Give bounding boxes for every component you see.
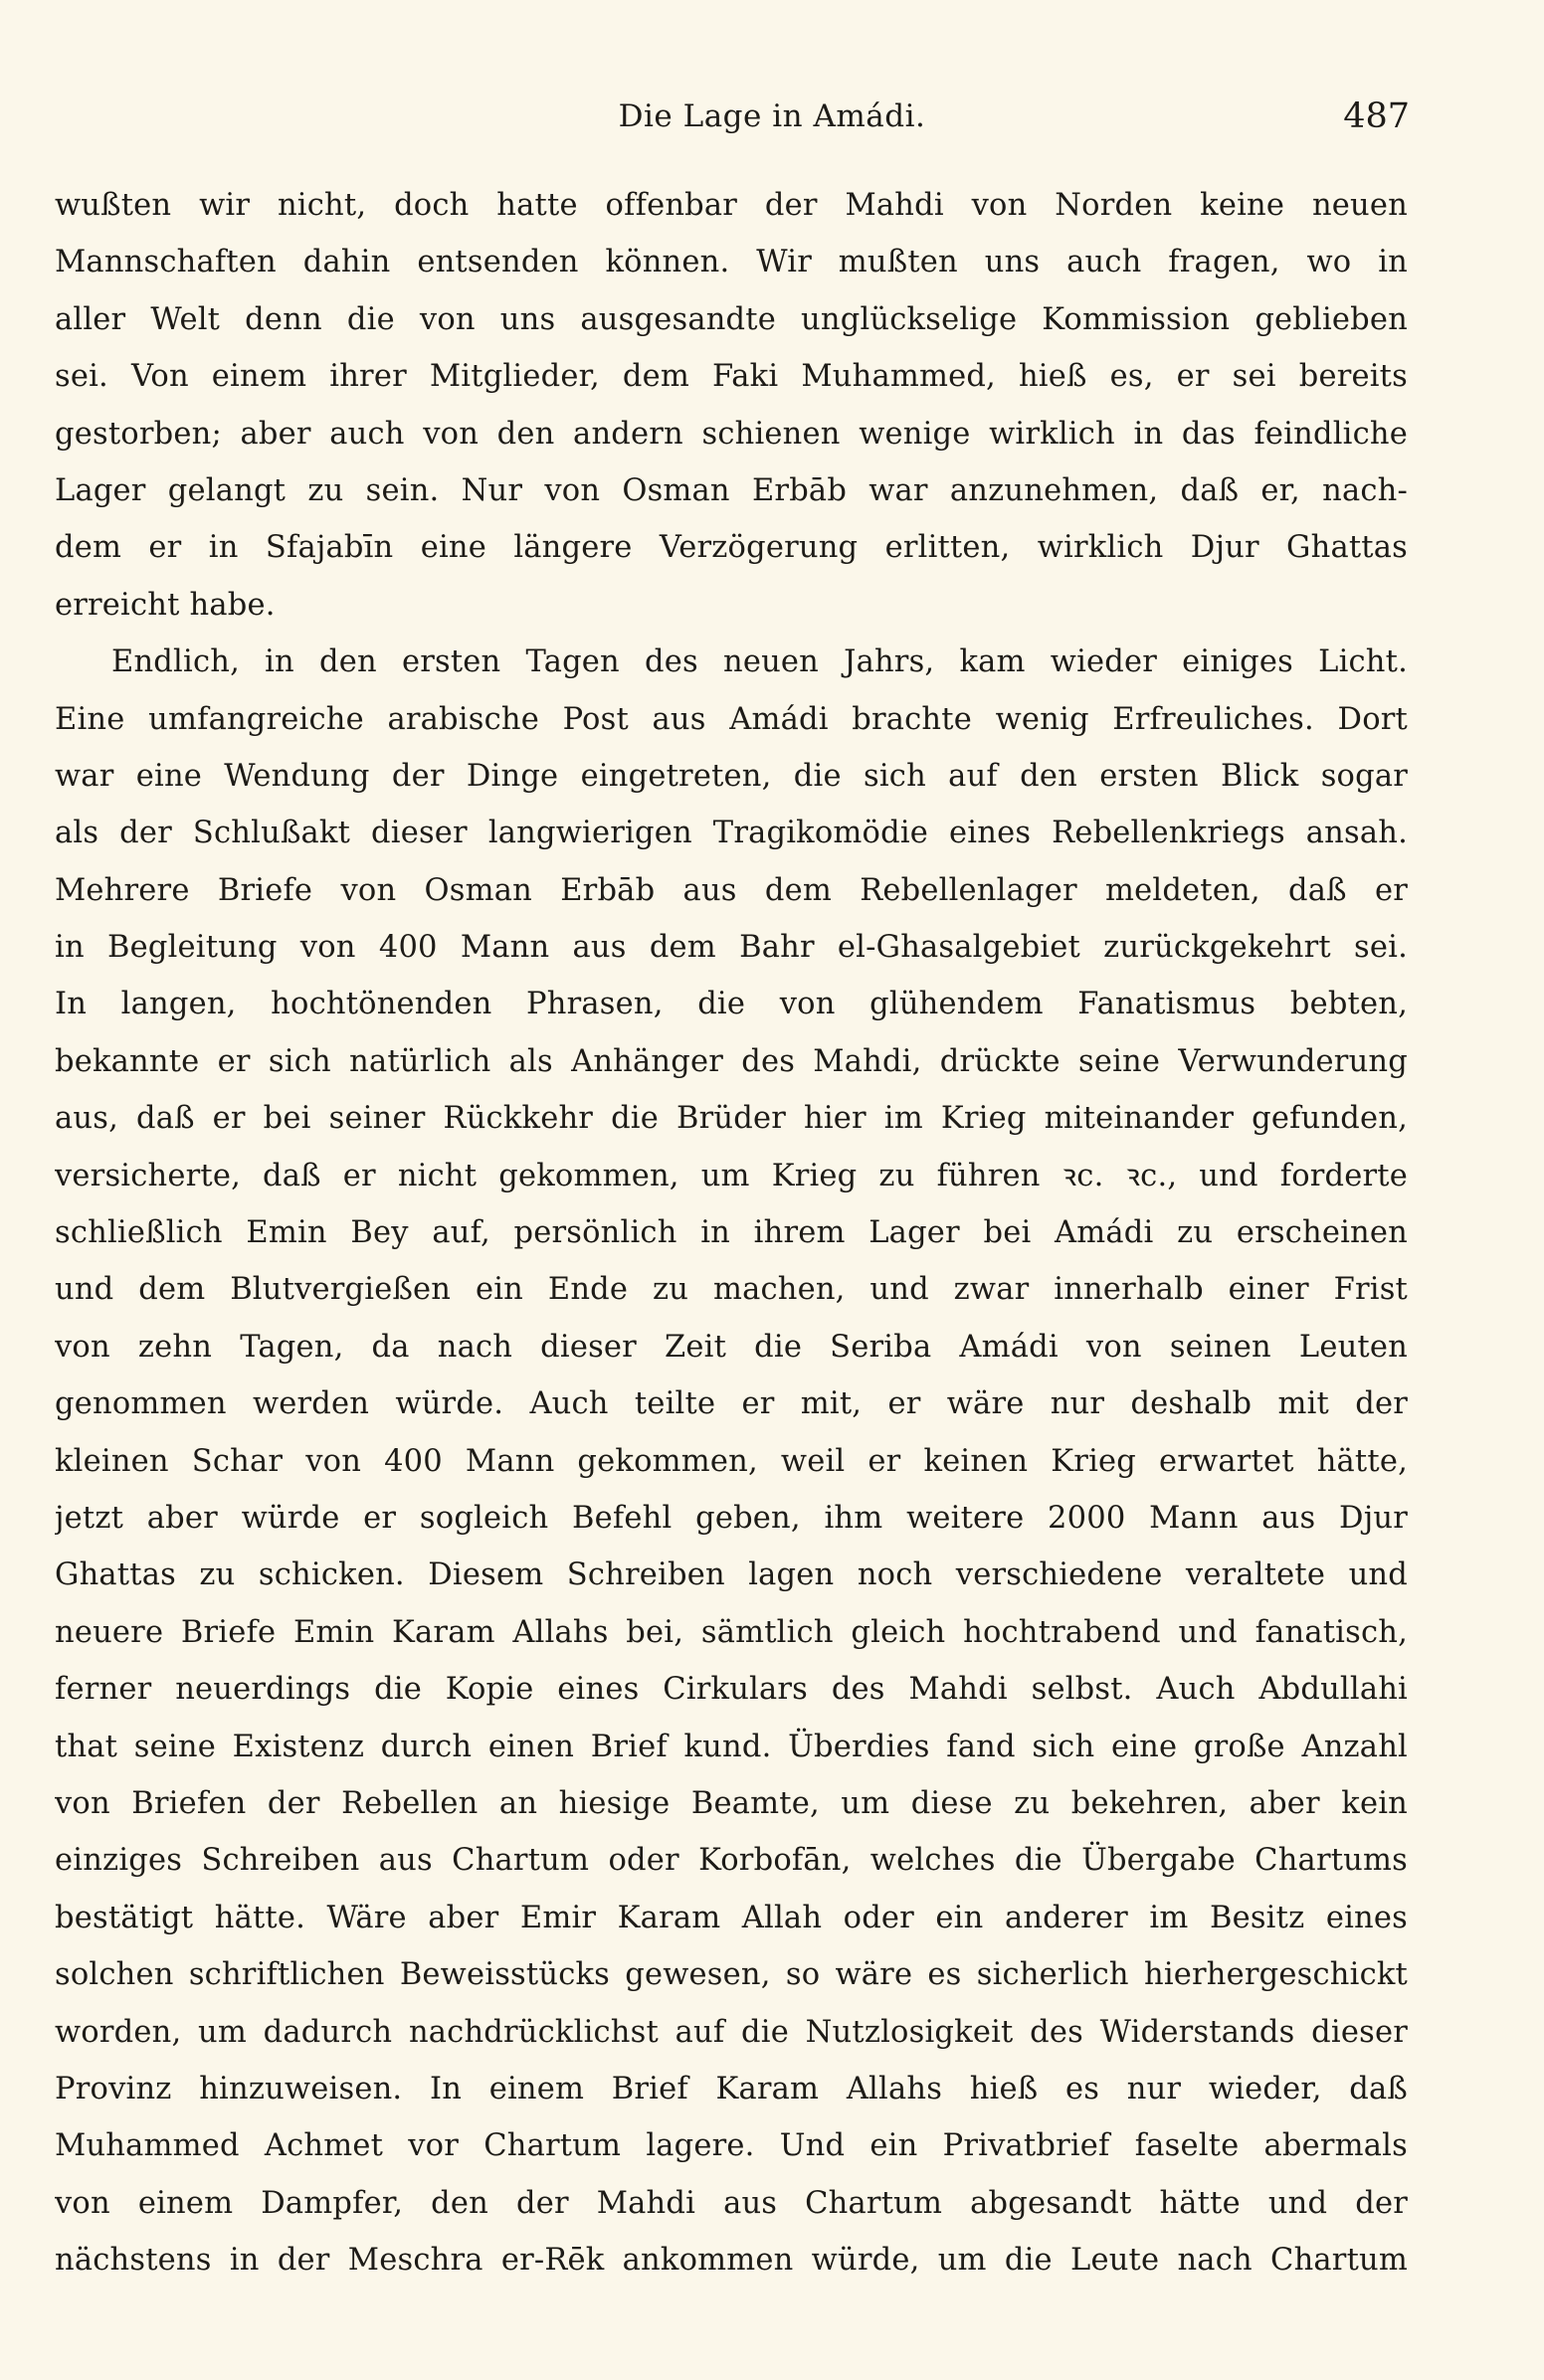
text-line: sei. Von einem ihrer Mitglieder, dem Faki Muhammed, hieß es, er sei bereits [55, 359, 1408, 395]
text-line: aller Welt denn die von uns ausgesandte unglückselige Kommission geblieben [55, 301, 1408, 337]
text-line: Lager gelangt zu sein. Nur von Osman Erbāb war anzunehmen, daß er, nach- [55, 472, 1408, 508]
text-line: von Briefen der Rebellen an hiesige Beamte, um diese zu bekehren, aber kein [55, 1785, 1408, 1821]
text-line: bekannte er sich natürlich als Anhänger des Mahdi, drückte seine Verwunderung [55, 1043, 1408, 1079]
text-line: Mehrere Briefe von Osman Erbāb aus dem Rebellenlager meldeten, daß er [55, 872, 1408, 908]
text-line: von zehn Tagen, da nach dieser Zeit die Seriba Amádi von seinen Leuten [55, 1329, 1408, 1365]
body-text [55, 177, 1408, 2288]
text-line: wußten wir nicht, doch hatte offenbar der Mahdi von Norden keine neuen [55, 188, 1408, 223]
text-line: von einem Dampfer, den der Mahdi aus Chartum abgesandt hätte und der [55, 2185, 1408, 2221]
text-line: dem er in Sfajabīn eine längere Verzögerung erlitten, wirklich Djur Ghattas [55, 530, 1408, 566]
text-line: ferner neuerdings die Kopie eines Cirkulars des Mahdi selbst. Auch Abdullahi [55, 1672, 1408, 1708]
text-line: neuere Briefe Emin Karam Allahs bei, sämtlich gleich hochtrabend und fanatisch, [55, 1614, 1408, 1650]
running-head [0, 92, 1544, 141]
text-line: In langen, hochtönenden Phrasen, die von glühendem Fanatismus bebten, [55, 987, 1408, 1022]
text-line: bestätigt hätte. Wäre aber Emir Karam Allah oder ein anderer im Besitz eines [55, 1900, 1408, 1935]
running-title: Die Lage in Amádi. [618, 98, 926, 134]
text-line: that seine Existenz durch einen Brief kund. Überdies fand sich eine große Anzahl [55, 1729, 1408, 1764]
text-line: solchen schriftlichen Beweisstücks gewesen, so wäre es sicherlich hierhergeschickt [55, 1957, 1408, 1993]
text-line: Ghattas zu schicken. Diesem Schreiben lagen noch verschiedene veraltete und [55, 1557, 1408, 1593]
text-line: nächstens in der Meschra er-Rēk ankommen würde, um die Leute nach Chartum [55, 2243, 1408, 2279]
text-line: Provinz hinzuweisen. In einem Brief Karam Allahs hieß es nur wieder, daß [55, 2071, 1408, 2106]
text-line: erreicht habe. [55, 587, 276, 623]
text-line: Eine umfangreiche arabische Post aus Amádi brachte wenig Erfreuliches. Dort [55, 701, 1408, 737]
text-line: worden, um dadurch nachdrücklichst auf die Nutzlosigkeit des Widerstands dieser [55, 2014, 1408, 2050]
text-line: kleinen Schar von 400 Mann gekommen, weil er keinen Krieg erwartet hätte, [55, 1443, 1408, 1479]
text-line: als der Schlußakt dieser langwierigen Tragikomödie eines Rebellenkriegs ansah. [55, 816, 1408, 851]
text-line: und dem Blutvergießen ein Ende zu machen, und zwar innerhalb einer Frist [55, 1272, 1408, 1308]
text-line: war eine Wendung der Dinge eingetreten, die sich auf den ersten Blick sogar [55, 758, 1408, 794]
page-number: 487 [1343, 96, 1410, 136]
text-line: jetzt aber würde er sogleich Befehl geben, ihm weitere 2000 Mann aus Djur [55, 1500, 1408, 1536]
text-line: schließlich Emin Bey auf, persönlich in ihrem Lager bei Amádi zu erscheinen [55, 1215, 1408, 1251]
text-line: versicherte, daß er nicht gekommen, um Krieg zu führen ꝛc. ꝛc., und forderte [55, 1158, 1408, 1193]
text-line: Mannschaften dahin entsenden können. Wir mußten uns auch fragen, wo in [55, 245, 1408, 280]
text-line: in Begleitung von 400 Mann aus dem Bahr el-Ghasalgebiet zurückgekehrt sei. [55, 930, 1408, 966]
text-line: einziges Schreiben aus Chartum oder Korbofān, welches die Übergabe Chartums [55, 1843, 1408, 1879]
text-line: Muhammed Achmet vor Chartum lagere. Und ein Privatbrief faselte abermals [55, 2128, 1408, 2164]
text-line: aus, daß er bei seiner Rückkehr die Brüder hier im Krieg miteinander gefunden, [55, 1101, 1408, 1137]
text-line: gestorben; aber auch von den andern schienen wenige wirklich in das feindliche [55, 416, 1408, 452]
text-line: Endlich, in den ersten Tagen des neuen Jahrs, kam wieder einiges Licht. [111, 644, 1408, 680]
text-line: genommen werden würde. Auch teilte er mit, er wäre nur deshalb mit der [55, 1386, 1408, 1422]
